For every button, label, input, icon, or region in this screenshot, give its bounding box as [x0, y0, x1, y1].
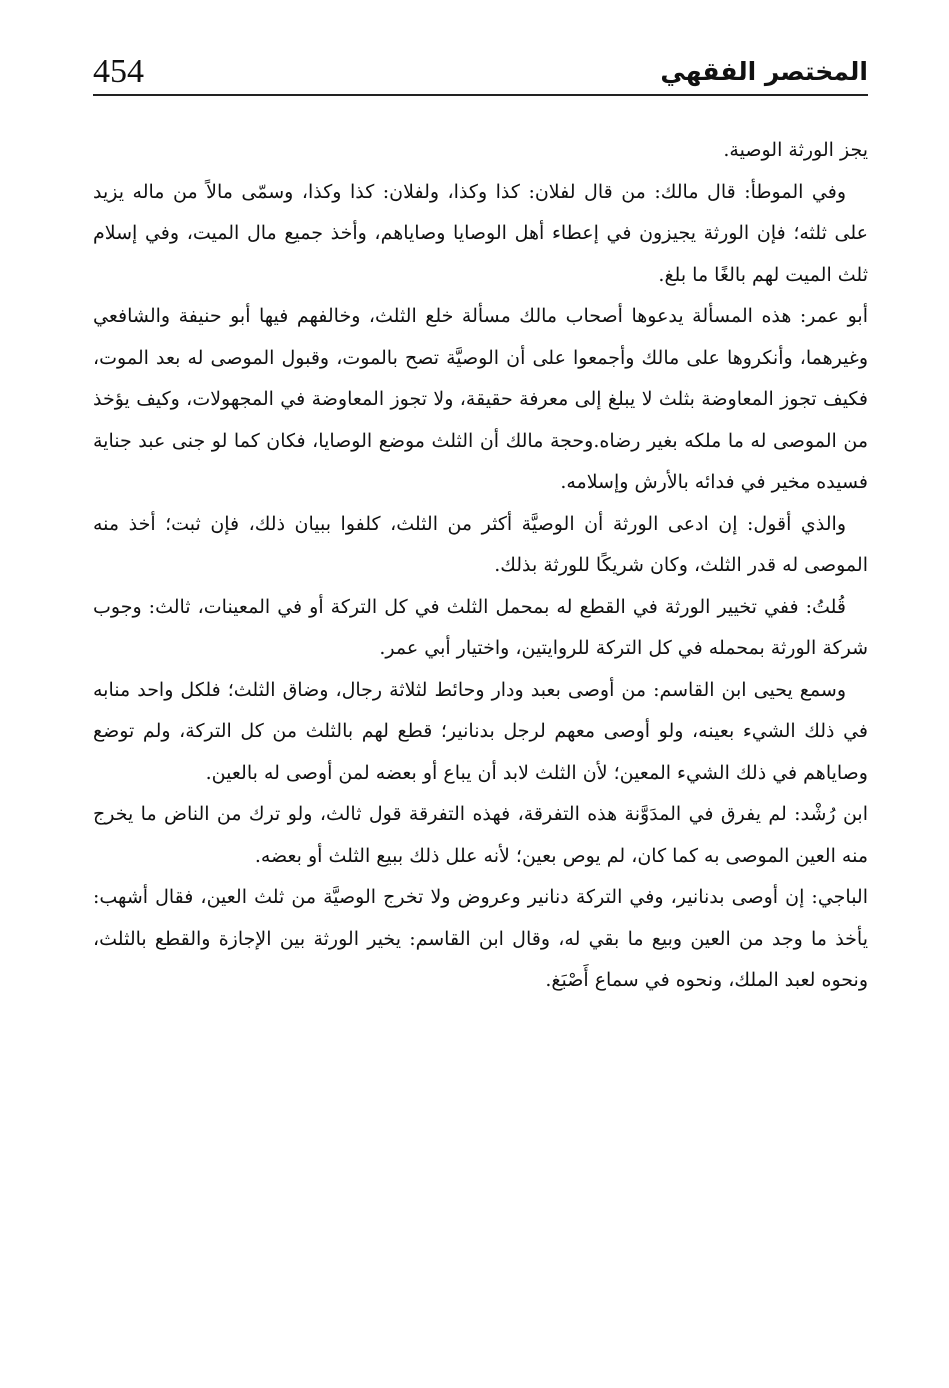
page-number: 454	[93, 53, 144, 90]
header-divider	[93, 94, 868, 96]
paragraph-muwatta: وفي الموطأ: قال مالك: من قال لفلان: كذا وكذا، ولفلان: كذا وكذا، وسمّى مالاً من ماله يزيد على ثلثه؛ فإن الورثة يجيزون في إعطاء أهل الوصايا وصاياهم، وأخذ جميع مال الميت، وفي إسلام ثلث الميت لهم بالغًا ما بلغ.	[93, 180, 868, 286]
paragraph-author-opinion: والذي أقول: إن ادعى الورثة أن الوصيَّة أكثر من الثلث، كلفوا ببيان ذلك، فإن ثبت؛ أخذ منه الموصى له قدر الثلث، وكان شريكًا للورثة بذلك.	[93, 512, 868, 576]
paragraph-al-baji: الباجي: إن أوصى بدنانير، وفي التركة دنانير وعروض ولا تخرج الوصيَّة من ثلث العين، فقال أشهب: يأخذ ما وجد من العين وبيع ما بقي له، وقال ابن القاسم: يخير الورثة بين الإجازة والقطع بالثلث، ونحوه لعبد الملك، ونحوه في سماع أَصْبَغ.	[93, 886, 868, 991]
paragraph-abu-umar: أبو عمر: هذه المسألة يدعوها أصحاب مالك مسألة خلع الثلث، وخالفهم فيها أبو حنيفة والشافعي وغيرهما، وأنكروها على مالك وأجمعوا على أن الوصيَّة تصح بالموت، وقبول الموصى له بعد الموت، فكيف تجوز المعاوضة بثلث لا يبلغ إلى معرفة حقيقة، ولا تجوز المعاوضة في المجهولات، وكيف يؤخذ من الموصى له ما ملكه بغير رضاه.وحجة مالك أن الثلث موضع الوصايا، فكان كما لو جنى عبد جناية فسيده مخير في فدائه بالأرش وإسلامه.	[93, 305, 868, 493]
page-body	[93, 130, 868, 1002]
paragraph-ibn-rushd: ابن رُشْد: لم يفرق في المدَوَّنة هذه التفرقة، فهذه التفرقة قول ثالث، ولو ترك من الناض ما يخرج منه العين الموصى به كما كان، لم يوص بعين؛ لأنه علل ذلك ببيع الثلث أو بعضه.	[93, 803, 868, 867]
page-header	[93, 52, 868, 96]
paragraph-qultu: قُلتُ: ففي تخيير الورثة في القطع له بمحمل الثلث في كل التركة أو في المعينات، ثالث: وجوب شركة الورثة بمحمله في كل التركة للروايتين، واختيار أبي عمر.	[93, 595, 868, 659]
paragraph-continuation: يجز الورثة الوصية.	[723, 139, 868, 161]
book-title: المختصر الفقهي	[660, 57, 868, 86]
paragraph-yahya-ibn-al-qasim: وسمع يحيى ابن القاسم: من أوصى بعبد ودار وحائط لثلاثة رجال، وضاق الثلث؛ فلكل واحد منابه في ذلك الشيء بعينه، ولو أوصى معهم لرجل بدنانير؛ قطع لهم بالثلث من كل التركة، ولم توضع وصاياهم في ذلك الشيء المعين؛ لأن الثلث لابد أن يباع أو بعضه لمن أوصى له بالعين.	[93, 678, 868, 784]
